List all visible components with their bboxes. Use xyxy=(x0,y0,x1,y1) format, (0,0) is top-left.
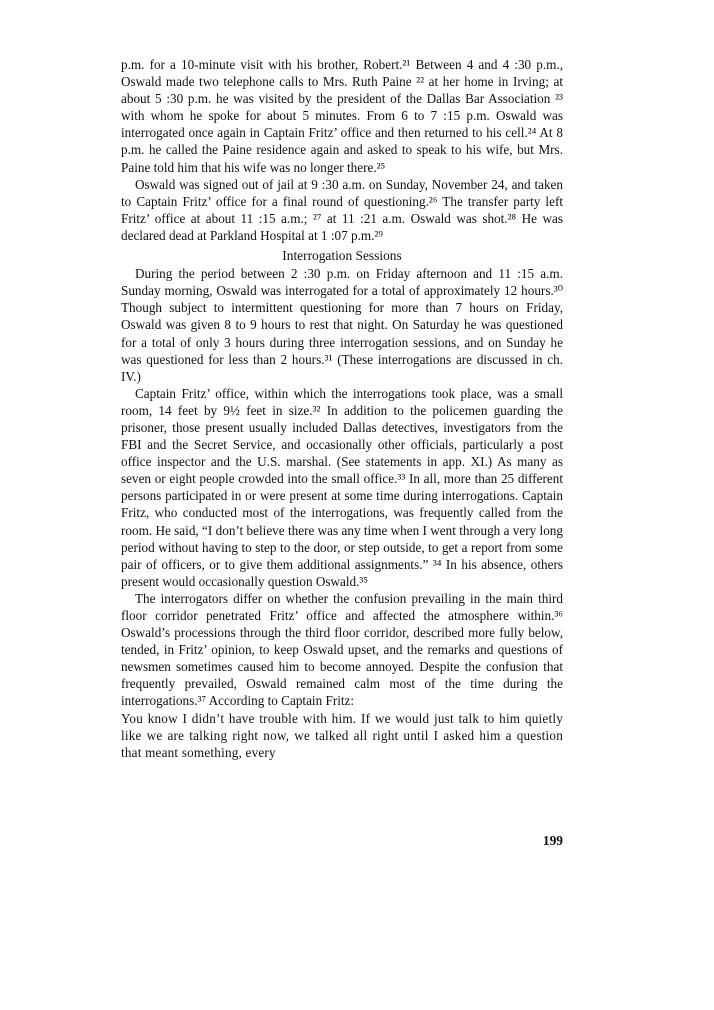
paragraph: p.m. for a 10-minute visit with his brother, Robert.²¹ Between 4 and 4 :30 p.m., Oswald made two telephone calls to Mrs. Ruth Paine ²² at her home in Irving; at about 5 :30 p.m. he was visited by the president of the Dallas Bar Association ²³ with whom he spoke for about 5 minutes. From 6 to 7 :15 p.m. Oswald was interrogated once again in Captain Fritz’ office and then returned to his cell.²⁴ At 8 p.m. he called the Paine residence again and asked to speak to his wife, but Mrs. Paine told him that his wife was no longer there.²⁵ xyxy=(121,57,563,175)
paragraph: The interrogators differ on whether the confusion prevailing in the main third floor corridor penetrated Fritz’ office and affected the atmosphere within.³⁶ Oswald’s processions through the third floor corridor, described more fully below, tended, in Fritz’ opinion, to keep Oswald upset, and the remarks and questions of newsmen sometimes caused him to become annoyed. Despite the confusion that frequently prevailed, Oswald remained calm most of the time during the interrogations.³⁷ According to Captain Fritz: xyxy=(121,590,563,709)
page-number: 199 xyxy=(542,833,563,848)
paragraph: During the period between 2 :30 p.m. on Friday afternoon and 11 :15 a.m. Sunday morning, Oswald was interrogated for a total of approximately 12 hours.³⁰ Though subject to intermittent questioning for more than 7 hours on Friday, Oswald was given 8 to 9 hours to rest that night. On Saturday he was questioned for a total of only 3 hours during three interrogation sessions, and on Sunday he was questioned for less than 2 hours.³¹ (These interrogations are discussed in ch. IV.) xyxy=(121,266,563,384)
section-heading: Interrogation Sessions xyxy=(282,248,402,264)
paragraph: Oswald was signed out of jail at 9 :30 a.m. on Sunday, November 24, and taken to Captain Fritz’ office for a final round of questioning.²⁶ The transfer party left Fritz’ office at about 11 :15 a.m.; ²⁷ at 11 :21 a.m. Oswald was shot.²⁸ He was declared dead at Parkland Hospital at 1 :07 p.m.²⁹ xyxy=(121,176,563,243)
block-quote: You know I didn’t have trouble with him. If we would just talk to him quietly like we are talking right now, we talked all right until I asked him a question that meant something, every xyxy=(121,710,563,760)
body-text xyxy=(121,56,563,761)
paragraph: Captain Fritz’ office, within which the interrogations took place, was a small room, 14 feet by 9½ feet in size.³² In addition to the policemen guarding the prisoner, those present usually included Dallas detectives, investigators from the FBI and the Secret Service, and occasionally other officials, particularly a post office inspector and the U.S. marshal. (See statements in app. XI.) As many as seven or eight people crowded into the small office.³³ In all, more than 25 different persons participated in or were present at some time during interrogations. Captain Fritz, who conducted most of the interrogations, was frequently called from the room. He said, “I don’t believe there was any time when I went through a very long period without having to step to the door, or step outside, to get a report from some pair of officers, or to give them additional assignments.” ³⁴ In his absence, others present would occasionally question Oswald.³⁵ xyxy=(121,385,563,589)
